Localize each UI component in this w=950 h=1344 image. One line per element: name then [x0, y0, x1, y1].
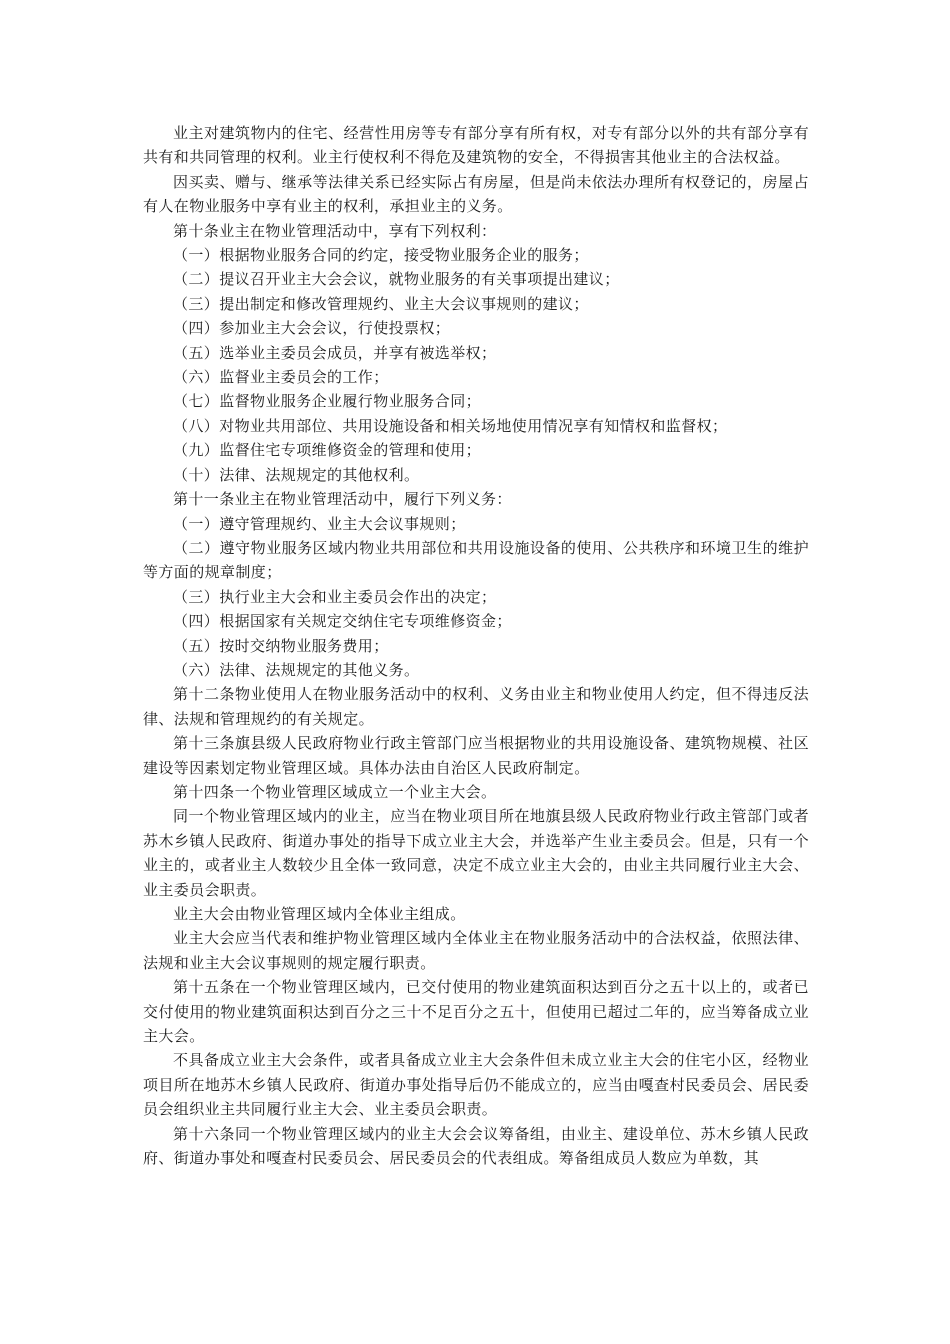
paragraph: 第十五条在一个物业管理区域内，已交付使用的物业建筑面积达到百分之五十以上的，或者已交付使用的物业建筑面积达到百分之三十不足百分之五十，但使用已超过二年的，应当筹备成立业主大会。	[143, 978, 809, 1046]
paragraph: 第十二条物业使用人在物业服务活动中的权利、义务由业主和物业使用人约定，但不得违反法律、法规和管理规约的有关规定。	[143, 685, 809, 728]
list-item: （五）选举业主委员会成员，并享有被选举权；	[173, 343, 497, 362]
paragraph: 不具备成立业主大会条件，或者具备成立业主大会条件但未成立业主大会的住宅小区，经物业项目所在地苏木乡镇人民政府、街道办事处指导后仍不能成立的，应当由嘎查村民委员会、居民委员会组织业主共同履行业主大会、业主委员会职责。	[143, 1051, 809, 1119]
list-item: （六）监督业主委员会的工作；	[173, 368, 389, 387]
list-item: （一）根据物业服务合同的约定，接受物业服务企业的服务；	[173, 246, 589, 265]
paragraph: 第十四条一个物业管理区域成立一个业主大会。	[173, 782, 497, 801]
list-item: （七）监督物业服务企业履行物业服务合同；	[173, 392, 482, 411]
list-item: （五）按时交纳物业服务费用；	[173, 636, 389, 655]
list-item: （二）提议召开业主大会会议，就物业服务的有关事项提出建议；	[173, 270, 620, 289]
paragraph: 第十六条同一个物业管理区域内的业主大会会议筹备组，由业主、建设单位、苏木乡镇人民政府、街道办事处和嘎查村民委员会、居民委员会的代表组成。筹备组成员人数应为单数，其	[143, 1124, 809, 1168]
list-item: （一）遵守管理规约、业主大会议事规则；	[173, 514, 466, 533]
list-item: （六）法律、法规规定的其他义务。	[173, 660, 420, 679]
list-item: （八）对物业共用部位、共用设施设备和相关场地使用情况享有知情权和监督权；	[173, 416, 728, 435]
list-item: （四）根据国家有关规定交纳住宅专项维修资金；	[173, 612, 512, 631]
article-heading: 第十一条业主在物业管理活动中，履行下列义务：	[173, 490, 512, 509]
paragraph: 第十三条旗县级人民政府物业行政主管部门应当根据物业的共用设施设备、建筑物规模、社区建设等因素划定物业管理区域。具体办法由自治区人民政府制定。	[143, 734, 809, 777]
article-heading: 第十条业主在物业管理活动中，享有下列权利：	[173, 221, 497, 240]
paragraph: 同一个物业管理区域内的业主，应当在物业项目所在地旗县级人民政府物业行政主管部门或者苏木乡镇人民政府、街道办事处的指导下成立业主大会，并选举产生业主委员会。但是，只有一个业主的，或者业主人数较少且全体一致同意，决定不成立业主大会的，由业主共同履行业主大会、业主委员会职责。	[143, 807, 809, 899]
list-item: （九）监督住宅专项维修资金的管理和使用；	[173, 441, 482, 460]
paragraph: 业主大会应当代表和维护物业管理区域内全体业主在物业服务活动中的合法权益，依照法律、法规和业主大会议事规则的规定履行职责。	[143, 929, 809, 972]
list-item: （四）参加业主大会会议，行使投票权；	[173, 319, 451, 338]
list-item: （三）执行业主大会和业主委员会作出的决定；	[173, 587, 497, 606]
paragraph: 业主对建筑物内的住宅、经营性用房等专有部分享有所有权，对专有部分以外的共有部分享有共有和共同管理的权利。业主行使权利不得危及建筑物的安全，不得损害其他业主的合法权益。	[143, 124, 809, 167]
paragraph: 因买卖、赠与、继承等法律关系已经实际占有房屋，但是尚未依法办理所有权登记的，房屋占有人在物业服务中享有业主的权利，承担业主的义务。	[143, 172, 809, 216]
list-item: （十）法律、法规规定的其他权利。	[173, 465, 420, 484]
paragraph: 业主大会由物业管理区域内全体业主组成。	[173, 905, 466, 923]
list-item: （三）提出制定和修改管理规约、业主大会议事规则的建议；	[173, 294, 589, 313]
document-page	[143, 121, 809, 1170]
list-item: （二）遵守物业服务区域内物业共用部位和共用设施设备的使用、公共秩序和环境卫生的维护等方面的规章制度；	[143, 538, 809, 582]
